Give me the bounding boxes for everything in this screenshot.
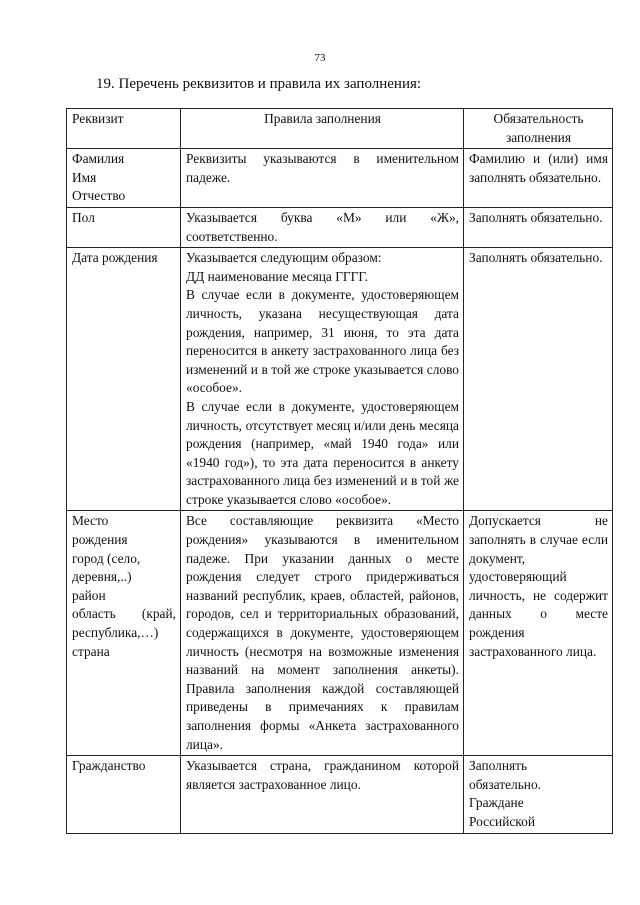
header-rules: Правила заполнения	[181, 109, 464, 149]
requisite-line: Отчество	[72, 188, 126, 204]
table-header-row	[67, 109, 613, 149]
obligation-line: Российской	[469, 813, 535, 829]
requisite-line: район	[72, 587, 106, 603]
obligation-line: Граждане	[469, 795, 524, 811]
rules-paragraph: В случае если в документе, удостоверяющем личность, отсутствует месяц и/или день месяца рождения (например, «май 1940 года» или «1940 год»), то эта дата переносится в анкету застрахованного лица без изменений и в той же строке указывается слово «особое».	[186, 398, 459, 507]
page-number: 73	[314, 52, 326, 64]
table-row	[67, 248, 613, 511]
requisite-line: Имя	[72, 169, 97, 185]
requisite-line: рождения	[72, 532, 128, 548]
obligation-cell: Заполнять обязательно.	[464, 248, 613, 511]
rules-paragraph: ДД наименование месяца ГГГГ.	[186, 268, 368, 284]
obligation-line: Заполнять	[469, 758, 528, 774]
obligation-cell: Фамилию и (или) имя заполнять обязательно.	[464, 149, 613, 208]
requisite-line: Пол	[72, 209, 95, 225]
rules-cell	[181, 248, 464, 511]
rules-cell: Указывается страна, гражданином которой является застрахованное лицо.	[181, 756, 464, 833]
rules-cell: Указывается буква «М» или «Ж», соответственно.	[181, 207, 464, 247]
table-row	[67, 511, 613, 756]
requisite-line: Гражданство	[72, 758, 146, 774]
requisite-line: Место	[72, 513, 109, 529]
table-row	[67, 207, 613, 247]
obligation-cell: Заполнять обязательно.	[464, 207, 613, 247]
requisite-line: Фамилия	[72, 151, 125, 167]
obligation-cell	[464, 756, 613, 833]
obligation-line: обязательно.	[469, 776, 542, 792]
table-row	[67, 756, 613, 833]
obligation-cell: Допускается не заполнять в случае если документ, удостоверяющий личность, не содержит данных о месте рождения застрахованного лица.	[464, 511, 613, 756]
rules-cell: Все составляющие реквизита «Место рождения» указываются в именительном падеже. При указании данных о месте рождения следует строго придерживаться названий республик, краев, областей, районов, городов, сел и территориальных образований, содержащихся в документе, удостоверяющем личность (несмотря на возможные изменения названий на момент заполнения анкеты). Правила заполнения каждой составляющей приведены в примечаниях к правилам заполнения формы «Анкета застрахованного лица».	[181, 511, 464, 756]
requisite-line: область (край, республика,…)	[72, 606, 176, 641]
requisites-table	[66, 108, 613, 834]
requisite-cell	[67, 756, 181, 833]
requisite-cell	[67, 511, 181, 756]
requisite-cell	[67, 207, 181, 247]
requisite-cell	[67, 149, 181, 208]
requisite-line: город (село, деревня,..)	[72, 550, 141, 585]
header-obligation: Обязательность заполнения	[464, 109, 613, 149]
requisite-line: Дата рождения	[72, 250, 158, 266]
rules-paragraph: Указывается следующим образом:	[186, 250, 382, 266]
table-row	[67, 149, 613, 208]
requisite-line: страна	[72, 643, 110, 659]
rules-paragraph: В случае если в документе, удостоверяющем личность, указана несуществующая дата рождения, например, 31 июня, то эта дата переносится в анкету застрахованного лица без изменений и в той же строке указывается слово «особое».	[186, 287, 459, 396]
header-requisite: Реквизит	[67, 109, 181, 149]
section-heading: 19. Перечень реквизитов и правила их заполнения:	[96, 76, 422, 92]
rules-cell: Реквизиты указываются в именительном падеже.	[181, 149, 464, 208]
requisite-cell	[67, 248, 181, 511]
